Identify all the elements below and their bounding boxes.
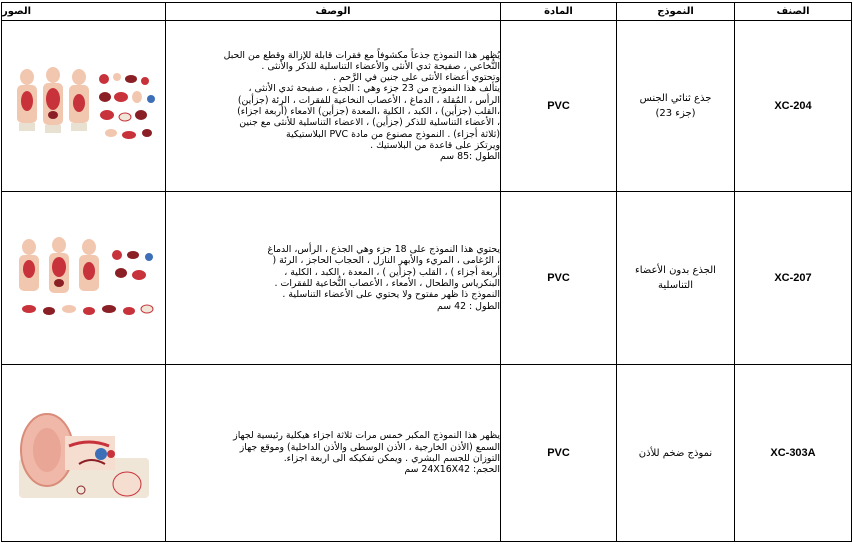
torso-model-image <box>9 61 159 151</box>
product-model-text: نموذج ضخم للأذن <box>638 447 713 459</box>
ear-model-image <box>9 398 159 508</box>
product-model <box>617 21 735 192</box>
product-table <box>1 2 852 542</box>
product-description-cell <box>166 21 501 192</box>
product-model <box>617 192 735 365</box>
product-code: XC-303A <box>735 365 852 542</box>
product-material: PVC <box>501 365 617 542</box>
table-row <box>2 21 852 192</box>
product-material: PVC <box>501 21 617 192</box>
product-model <box>617 365 735 542</box>
header-description: الوصف <box>166 3 501 21</box>
header-images: الصور <box>2 3 166 21</box>
product-image-cell <box>2 21 166 192</box>
header-item: الصنف <box>735 3 852 21</box>
product-description-cell <box>166 192 501 365</box>
product-code: XC-204 <box>735 21 852 192</box>
product-model-text: الجذع بدون الأعضاء التناسلية <box>635 265 716 291</box>
product-code: XC-207 <box>735 192 852 365</box>
product-description-cell <box>166 365 501 542</box>
product-description: يظهر هذا النموذج المكبر خمس مرات ثلاثة اجزاء هيكلية رئيسية لجهاز السمع (الأذن الخارجية ، الأذن الوسطى والأذن الداخلية) وموقع جهاز التوزان للجسم البشري . ويمكن تفكيكه الى اربعة اجزاء. الحجم: 24X16X42 سم <box>233 430 500 476</box>
header-model: النموذج <box>617 3 735 21</box>
table-row <box>2 365 852 542</box>
table-row <box>2 192 852 365</box>
product-model-text: جذع ثنائي الجنس (23 جزء) <box>639 93 712 119</box>
product-image-cell <box>2 365 166 542</box>
header-material: المادة <box>501 3 617 21</box>
product-description: يحتوي هذا النموذج على 18 جزء وهي الجذع ، الرأس، الدماغ ، الرُغامى ، المريء والأبهر النازل ، الحجاب الحاجز ، الرئة ( أربعة أجزاء ) ، القلب (جزأين ) ، المعدة ، الكبد ، الكلية ، البنكرياس والطحال ، الأمعاء ، الأعصاب النُّخاعية للفقرات . النموذج ذا ظهر مفتوح ولا يحتوي على الأعضاء التناسلية . الطول : 42 سم <box>267 244 500 312</box>
product-material: PVC <box>501 192 617 365</box>
product-description: يُظهر هذا النموذج جذعاً مكشوفاً مع فقرات قابلة للإزالة وقطع من الحبل النُّخاعي ، صفيحة ثدي الأنثى والأعضاء التناسلية للذكر والأنثى . وتحتوي أعضاء الأنثى على جنين في الرَّحم . يتألف هذا النموذج من 23 جزء وهي : الجذع ، صفيحة ثدي الأنثى ، الرأس ، المُقلة ، الدماغ ، الأعصاب النخاعية للفقرات ، الرئة (جزأين) ،القلب (جزأين) ، الكبد ، الكلية ،المعدة (جزأين) الامعاء (أربعة اجزاء) ، الأعضاء التناسلية للذكر (جزأين) ، الاعضاء التناسلية للأنثى مع جنين (ثلاثة أجزاء) . النموذج مصنوع من مادة PVC البلاستيكية ويرتكز على قاعدة من البلاستيك . الطول :85 سم <box>223 49 500 163</box>
product-image-cell <box>2 192 166 365</box>
header-row <box>2 3 852 21</box>
torso-nogenital-model-image <box>9 233 159 323</box>
